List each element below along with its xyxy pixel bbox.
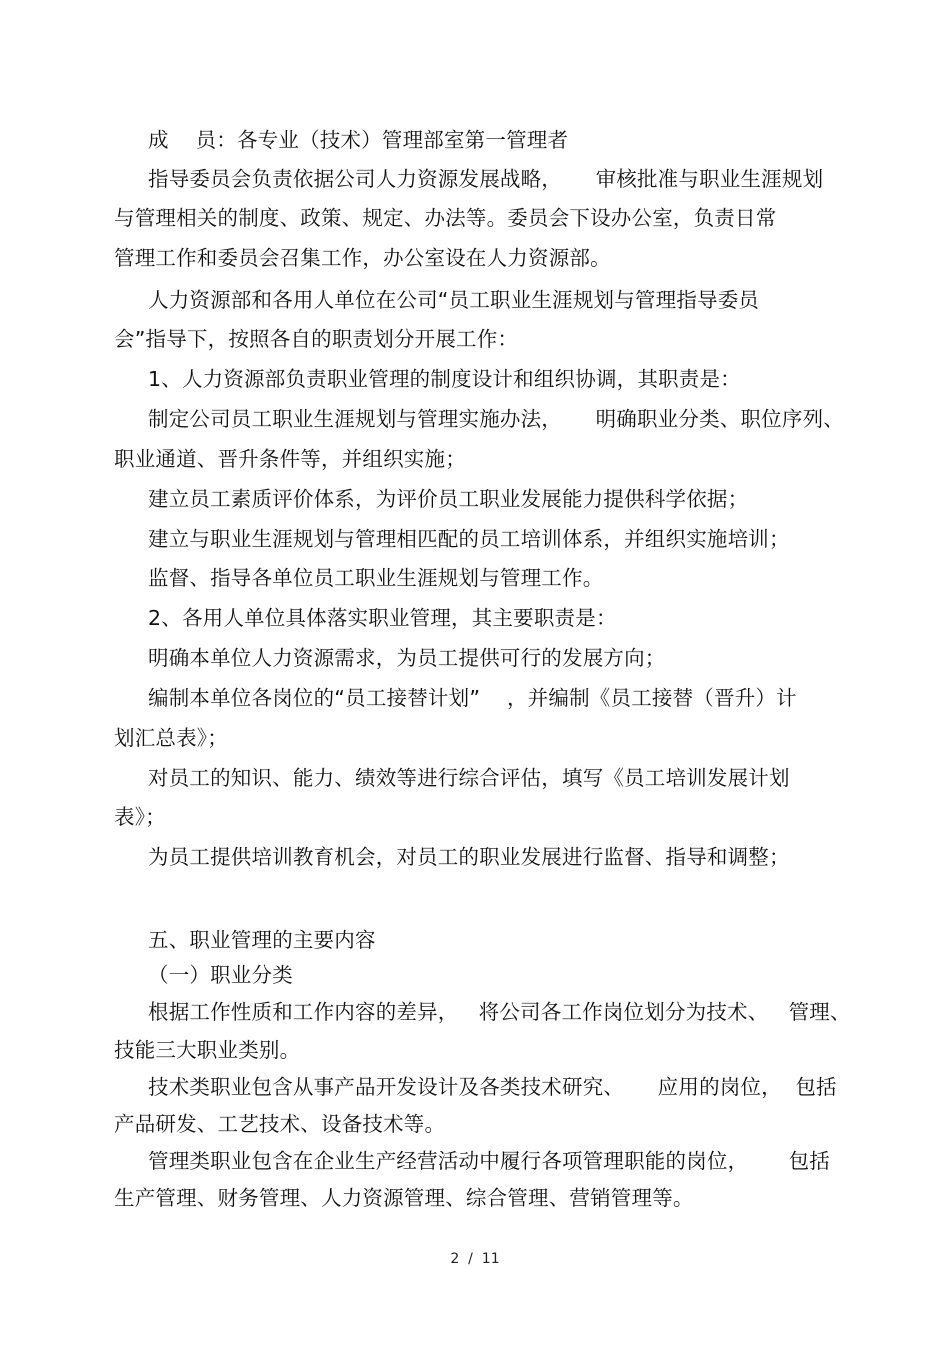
text-line: 管理工作和委员会召集工作，办公室设在人力资源部。 — [114, 246, 611, 270]
text-line: 制定公司员工职业生涯规划与管理实施办法， 明确职业分类、职位序列、 — [148, 407, 844, 431]
text-line: 生产管理、财务管理、人力资源管理、综合管理、营销管理等。 — [114, 1186, 694, 1210]
text-line: 技术类职业包含从事产品开发设计及各类技术研究、 应用的岗位， 包括 — [148, 1075, 837, 1099]
text-line: 产品研发、工艺技术、设备技术等。 — [114, 1112, 446, 1136]
text-line: 2、各用人单位具体落实职业管理，其主要职责是： — [148, 606, 617, 630]
text-line: 对员工的知识、能力、绩效等进行综合评估，填写《员工培训发展计划 — [148, 766, 790, 790]
text-line: 人力资源部和各用人单位在公司“员工职业生涯规划与管理指导委员 — [148, 288, 760, 312]
text-line: 指导委员会负责依据公司人力资源发展战略， 审核批准与职业生涯规划 — [148, 167, 824, 191]
text-line: 会”指导下，按照各自的职责划分开展工作： — [114, 327, 519, 351]
text-line: 为员工提供培训教育机会，对员工的职业发展进行监督、指导和调整； — [148, 845, 790, 869]
section-heading: 五、职业管理的主要内容 — [148, 928, 376, 952]
text-line: 职业通道、晋升条件等，并组织实施； — [114, 447, 466, 471]
text-line: 与管理相关的制度、政策、规定、办法等。委员会下设办公室，负责日常 — [114, 206, 777, 230]
text-line: 监督、指导各单位员工职业生涯规划与管理工作。 — [148, 566, 604, 590]
text-line: 表》； — [114, 805, 166, 829]
page-number: 2 / 11 — [450, 1251, 500, 1267]
text-line: 管理类职业包含在企业生产经营活动中履行各项管理职能的岗位， 包括 — [148, 1149, 830, 1173]
text-line: 建立与职业生涯规划与管理相匹配的员工培训体系，并组织实施培训； — [148, 527, 790, 551]
text-line: 成 员：各专业（技术）管理部室第一管理者 — [148, 128, 569, 152]
text-line: 明确本单位人力资源需求，为员工提供可行的发展方向； — [148, 646, 666, 670]
text-line: 1、人力资源部负责职业管理的制度设计和组织协调，其职责是： — [148, 367, 741, 391]
text-line: 划汇总表》； — [114, 726, 228, 750]
subsection-heading: （一）职业分类 — [148, 963, 293, 987]
text-line: 技能三大职业类别。 — [114, 1038, 301, 1062]
text-line: 编制本单位各岗位的“员工接替计划” ，并编制《员工接替（晋升）计 — [148, 686, 797, 710]
text-line: 建立员工素质评价体系，为评价员工职业发展能力提供科学依据； — [148, 487, 749, 511]
text-line: 根据工作性质和工作内容的差异， 将公司各工作岗位划分为技术、 管理、 — [148, 1000, 851, 1024]
